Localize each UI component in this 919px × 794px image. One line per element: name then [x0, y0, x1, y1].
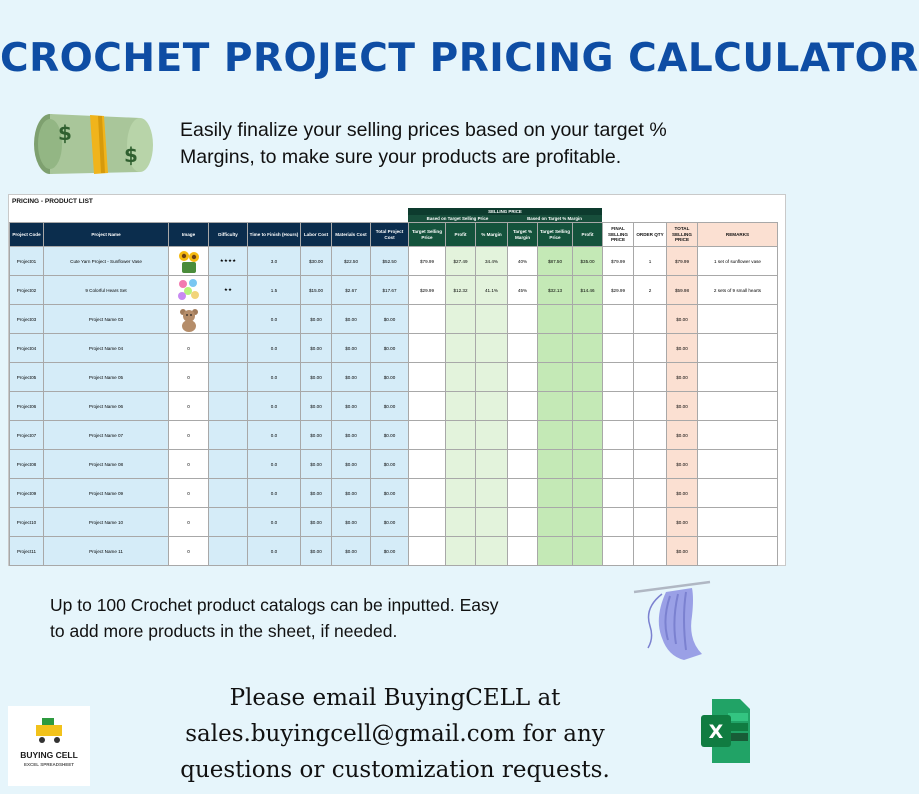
cell-project-code[interactable]: Project03 [10, 305, 44, 334]
cell-margin-profit[interactable] [573, 508, 603, 537]
cell-materials-cost[interactable]: $0.00 [332, 363, 371, 392]
table-header-row [10, 223, 778, 247]
cell-final-price[interactable] [603, 421, 634, 450]
cell-final-price[interactable] [603, 479, 634, 508]
cell-total-selling-price[interactable]: $79.99 [667, 247, 698, 276]
svg-text:$: $ [124, 143, 138, 167]
col-header: FINAL SELLING PRICE [603, 223, 634, 247]
cell-profit[interactable] [446, 450, 476, 479]
col-header: Profit [573, 223, 603, 247]
cell-margin-profit[interactable] [573, 450, 603, 479]
cell-profit[interactable] [446, 363, 476, 392]
cell-total-cost[interactable]: $0.00 [371, 479, 409, 508]
cell-total-cost[interactable]: $0.00 [371, 305, 409, 334]
cell-project-name[interactable]: Project Name 10 [44, 508, 169, 537]
cell-profit[interactable] [446, 334, 476, 363]
cell-labor-cost[interactable]: $0.00 [301, 305, 332, 334]
cell-remarks[interactable]: 2 sets of 9 small hearts [698, 276, 778, 305]
cell-margin[interactable]: 41.1% [476, 276, 508, 305]
cell-target-selling-price[interactable] [409, 392, 446, 421]
cell-time[interactable]: 0.0 [248, 508, 301, 537]
cell-profit[interactable]: $27.49 [446, 247, 476, 276]
knitting-yarn-icon [632, 578, 712, 668]
cell-time[interactable]: 0.0 [248, 334, 301, 363]
cell-remarks[interactable]: 1 set of sunflower vase [698, 247, 778, 276]
cell-project-name[interactable]: Project Name 05 [44, 363, 169, 392]
cell-total-selling-price[interactable]: $0.00 [667, 508, 698, 537]
cell-image[interactable]: 0 [169, 479, 209, 508]
cell-total-cost[interactable]: $17.67 [371, 276, 409, 305]
cell-labor-cost[interactable]: $15.00 [301, 276, 332, 305]
cell-labor-cost[interactable]: $0.00 [301, 334, 332, 363]
email-line-1: Please email BuyingCELL at [229, 685, 561, 711]
col-header: Total Project Cost [371, 223, 409, 247]
target-price-group-header: Based on Target Selling Price [408, 215, 507, 222]
cell-final-price[interactable] [603, 537, 634, 566]
cell-labor-cost[interactable]: $0.00 [301, 392, 332, 421]
cell-remarks[interactable] [698, 392, 778, 421]
cell-target-selling-price[interactable] [409, 508, 446, 537]
cart-icon [32, 716, 66, 744]
cell-difficulty[interactable] [209, 450, 248, 479]
cell-order-qty[interactable] [634, 334, 667, 363]
cell-total-selling-price[interactable]: $0.00 [667, 334, 698, 363]
cell-target-selling-price[interactable] [409, 537, 446, 566]
cell-margin-profit[interactable]: $14.46 [573, 276, 603, 305]
cell-image[interactable]: 0 [169, 537, 209, 566]
table-row[interactable] [10, 450, 778, 479]
cell-difficulty[interactable] [209, 479, 248, 508]
table-row[interactable] [10, 508, 778, 537]
cell-final-price[interactable]: $79.99 [603, 247, 634, 276]
pricing-sheet [8, 194, 786, 566]
excel-icon [700, 697, 752, 767]
cell-margin-selling-price[interactable] [538, 305, 573, 334]
cell-total-cost[interactable]: $0.00 [371, 363, 409, 392]
cell-order-qty[interactable] [634, 537, 667, 566]
cell-time[interactable]: 0.0 [248, 421, 301, 450]
cell-remarks[interactable] [698, 537, 778, 566]
table-body [10, 247, 778, 566]
cell-margin[interactable] [476, 305, 508, 334]
cell-difficulty[interactable] [209, 334, 248, 363]
cell-image[interactable]: 0 [169, 421, 209, 450]
cell-total-selling-price[interactable]: $0.00 [667, 450, 698, 479]
cell-materials-cost[interactable]: $0.00 [332, 392, 371, 421]
cell-labor-cost[interactable]: $0.00 [301, 479, 332, 508]
cell-project-code[interactable]: Project08 [10, 450, 44, 479]
cell-remarks[interactable] [698, 479, 778, 508]
cell-margin-selling-price[interactable]: $32.13 [538, 276, 573, 305]
cell-margin[interactable] [476, 479, 508, 508]
cell-target-selling-price[interactable] [409, 450, 446, 479]
cell-margin-selling-price[interactable] [538, 450, 573, 479]
table-row[interactable] [10, 537, 778, 566]
col-header: Time to Finish (Hours) [248, 223, 301, 247]
cell-final-price[interactable] [603, 508, 634, 537]
cell-order-qty[interactable] [634, 508, 667, 537]
cell-time[interactable]: 0.0 [248, 537, 301, 566]
intro-text [180, 117, 770, 171]
cell-materials-cost[interactable]: $22.50 [332, 247, 371, 276]
cell-image[interactable]: 0 [169, 334, 209, 363]
cell-materials-cost[interactable]: $2.67 [332, 276, 371, 305]
table-row[interactable] [10, 276, 778, 305]
cell-labor-cost[interactable]: $30.00 [301, 247, 332, 276]
cell-image[interactable]: 0 [169, 450, 209, 479]
table-row[interactable] [10, 334, 778, 363]
cell-image[interactable] [169, 247, 209, 276]
cell-time[interactable]: 0.0 [248, 363, 301, 392]
cell-total-selling-price[interactable]: $0.00 [667, 537, 698, 566]
table-row[interactable] [10, 421, 778, 450]
cell-target-selling-price[interactable]: $29.99 [409, 276, 446, 305]
col-header: REMARKS [698, 223, 778, 247]
cell-difficulty[interactable] [209, 537, 248, 566]
cell-labor-cost[interactable]: $0.00 [301, 421, 332, 450]
money-roll-icon [28, 104, 158, 184]
selling-price-group-header: SELLING PRICE [408, 208, 602, 215]
cell-order-qty[interactable]: 2 [634, 276, 667, 305]
cell-difficulty[interactable]: ★★ [209, 276, 248, 305]
table-row[interactable] [10, 305, 778, 334]
cell-project-code[interactable]: Project09 [10, 479, 44, 508]
catalog-line-1: Up to 100 Crochet product catalogs can be inputted. Easy [50, 595, 499, 615]
pricing-table [9, 222, 778, 566]
cell-target-margin[interactable] [508, 537, 538, 566]
catalog-text [50, 592, 610, 644]
cell-remarks[interactable] [698, 421, 778, 450]
cell-time[interactable]: 0.0 [248, 305, 301, 334]
cell-labor-cost[interactable]: $0.00 [301, 508, 332, 537]
email-line-3: questions or customization requests. [180, 757, 610, 783]
col-header: Project Code [10, 223, 44, 247]
cell-margin[interactable] [476, 334, 508, 363]
cell-materials-cost[interactable]: $0.00 [332, 421, 371, 450]
cell-order-qty[interactable] [634, 421, 667, 450]
cell-remarks[interactable] [698, 305, 778, 334]
cell-image[interactable]: 0 [169, 363, 209, 392]
cell-labor-cost[interactable]: $0.00 [301, 537, 332, 566]
cell-project-name[interactable]: Project Name 09 [44, 479, 169, 508]
cell-remarks[interactable] [698, 450, 778, 479]
table-row[interactable] [10, 392, 778, 421]
cell-profit[interactable] [446, 392, 476, 421]
cell-margin-profit[interactable] [573, 305, 603, 334]
cell-margin[interactable] [476, 537, 508, 566]
cell-margin[interactable] [476, 392, 508, 421]
cell-target-margin[interactable] [508, 363, 538, 392]
col-header: Difficulty [209, 223, 248, 247]
table-row[interactable] [10, 363, 778, 392]
cell-total-cost[interactable]: $0.00 [371, 421, 409, 450]
cell-final-price[interactable] [603, 363, 634, 392]
cell-difficulty[interactable]: ★★★★ [209, 247, 248, 276]
cell-final-price[interactable] [603, 305, 634, 334]
col-header: Labor Cost [301, 223, 332, 247]
cell-target-margin[interactable] [508, 479, 538, 508]
cell-target-margin[interactable] [508, 508, 538, 537]
cell-time[interactable]: 0.0 [248, 450, 301, 479]
buyingcell-logo [8, 706, 90, 786]
cell-remarks[interactable] [698, 363, 778, 392]
cell-total-selling-price[interactable]: $0.00 [667, 421, 698, 450]
cell-final-price[interactable] [603, 450, 634, 479]
cell-materials-cost[interactable]: $0.00 [332, 450, 371, 479]
cell-profit[interactable] [446, 479, 476, 508]
cell-total-cost[interactable]: $0.00 [371, 450, 409, 479]
cell-difficulty[interactable] [209, 508, 248, 537]
intro-line-2: Margins, to make sure your products are profitable. [180, 146, 622, 168]
cell-margin-profit[interactable] [573, 479, 603, 508]
cell-project-name[interactable]: Project Name 06 [44, 392, 169, 421]
cell-time[interactable]: 0.0 [248, 392, 301, 421]
cell-image[interactable] [169, 276, 209, 305]
cell-target-selling-price[interactable] [409, 305, 446, 334]
col-header: TOTAL SELLING PRICE [667, 223, 698, 247]
cell-margin-profit[interactable] [573, 392, 603, 421]
cell-total-cost[interactable]: $0.00 [371, 334, 409, 363]
cell-margin-selling-price[interactable] [538, 421, 573, 450]
cell-margin[interactable] [476, 508, 508, 537]
cell-project-name[interactable]: Project Name 03 [44, 305, 169, 334]
cell-margin-profit[interactable] [573, 537, 603, 566]
cell-target-margin[interactable] [508, 392, 538, 421]
cell-remarks[interactable] [698, 508, 778, 537]
cell-total-cost[interactable]: $0.00 [371, 508, 409, 537]
cell-project-code[interactable]: Project10 [10, 508, 44, 537]
cell-margin[interactable] [476, 450, 508, 479]
cell-project-code[interactable]: Project01 [10, 247, 44, 276]
cell-margin[interactable] [476, 421, 508, 450]
cell-profit[interactable] [446, 508, 476, 537]
col-header: Materials Cost [332, 223, 371, 247]
cell-order-qty[interactable] [634, 450, 667, 479]
table-row[interactable] [10, 247, 778, 276]
cell-image[interactable] [169, 305, 209, 334]
cell-total-selling-price[interactable]: $0.00 [667, 305, 698, 334]
cell-margin[interactable] [476, 363, 508, 392]
cell-difficulty[interactable] [209, 421, 248, 450]
cell-margin[interactable]: 34.4% [476, 247, 508, 276]
logo-tagline: EXCEL SPREADSHEET [24, 762, 74, 767]
cell-materials-cost[interactable]: $0.00 [332, 479, 371, 508]
cell-final-price[interactable] [603, 334, 634, 363]
cell-remarks[interactable] [698, 334, 778, 363]
cell-margin-selling-price[interactable] [538, 537, 573, 566]
cell-profit[interactable]: $12.32 [446, 276, 476, 305]
page-title: CROCHET PROJECT PRICING CALCULATOR [0, 36, 919, 81]
cell-materials-cost[interactable]: $0.00 [332, 334, 371, 363]
cell-profit[interactable] [446, 421, 476, 450]
col-header: Project Name [44, 223, 169, 247]
cell-target-margin[interactable]: 40% [508, 247, 538, 276]
col-header: Target Selling Price [409, 223, 446, 247]
cell-target-margin[interactable]: 45% [508, 276, 538, 305]
intro-line-1: Easily finalize your selling prices based on your target % [180, 119, 667, 141]
cell-total-cost[interactable]: $0.00 [371, 537, 409, 566]
cell-project-code[interactable]: Project05 [10, 363, 44, 392]
cell-total-selling-price[interactable]: $0.00 [667, 363, 698, 392]
cell-project-name[interactable]: Project Name 08 [44, 450, 169, 479]
cell-project-code[interactable]: Project04 [10, 334, 44, 363]
cell-margin-selling-price[interactable] [538, 508, 573, 537]
cell-difficulty[interactable] [209, 305, 248, 334]
svg-text:$: $ [58, 121, 72, 145]
cell-margin-profit[interactable] [573, 334, 603, 363]
cell-order-qty[interactable] [634, 479, 667, 508]
cell-final-price[interactable] [603, 392, 634, 421]
cell-project-code[interactable]: Project11 [10, 537, 44, 566]
cell-order-qty[interactable] [634, 363, 667, 392]
cell-margin-profit[interactable] [573, 421, 603, 450]
cell-project-name[interactable]: Project Name 07 [44, 421, 169, 450]
cell-target-margin[interactable] [508, 305, 538, 334]
cell-margin-selling-price[interactable] [538, 392, 573, 421]
cell-order-qty[interactable] [634, 392, 667, 421]
cell-image[interactable]: 0 [169, 508, 209, 537]
cell-profit[interactable] [446, 305, 476, 334]
cell-profit[interactable] [446, 537, 476, 566]
cell-target-margin[interactable] [508, 334, 538, 363]
cell-materials-cost[interactable]: $0.00 [332, 508, 371, 537]
cell-target-selling-price[interactable] [409, 334, 446, 363]
email-text [150, 680, 640, 788]
excel-icon-letter: X [708, 721, 724, 743]
cell-target-selling-price[interactable] [409, 421, 446, 450]
cell-labor-cost[interactable]: $0.00 [301, 363, 332, 392]
cell-final-price[interactable]: $29.99 [603, 276, 634, 305]
cell-project-name[interactable]: Cute Yarn Project - Sunflower Vase [44, 247, 169, 276]
cell-project-code[interactable]: Project02 [10, 276, 44, 305]
cell-target-selling-price[interactable]: $79.99 [409, 247, 446, 276]
col-header: % Margin [476, 223, 508, 247]
target-margin-group-header: Based on Target % Margin [507, 215, 602, 222]
cell-order-qty[interactable] [634, 305, 667, 334]
logo-brand: BUYING CELL [20, 750, 78, 760]
cell-margin-profit[interactable]: $35.00 [573, 247, 603, 276]
cell-target-selling-price[interactable] [409, 479, 446, 508]
cell-target-selling-price[interactable] [409, 363, 446, 392]
cell-project-code[interactable]: Project07 [10, 421, 44, 450]
catalog-line-2: to add more products in the sheet, if needed. [50, 621, 398, 641]
cell-total-selling-price[interactable]: $0.00 [667, 479, 698, 508]
cell-order-qty[interactable]: 1 [634, 247, 667, 276]
cell-difficulty[interactable] [209, 392, 248, 421]
cell-labor-cost[interactable]: $0.00 [301, 450, 332, 479]
col-header: Target % Margin [508, 223, 538, 247]
cell-image[interactable]: 0 [169, 392, 209, 421]
cell-difficulty[interactable] [209, 363, 248, 392]
col-header: Image [169, 223, 209, 247]
cell-time[interactable]: 0.0 [248, 479, 301, 508]
cell-total-selling-price[interactable]: $0.00 [667, 392, 698, 421]
cell-margin-selling-price[interactable]: $87.50 [538, 247, 573, 276]
sheet-title: PRICING - PRODUCT LIST [12, 198, 93, 205]
cell-margin-selling-price[interactable] [538, 479, 573, 508]
col-header: Profit [446, 223, 476, 247]
cell-target-margin[interactable] [508, 421, 538, 450]
cell-margin-selling-price[interactable] [538, 334, 573, 363]
cell-total-cost[interactable]: $52.50 [371, 247, 409, 276]
cell-project-name[interactable]: 9 Colorful Hears Set [44, 276, 169, 305]
cell-project-name[interactable]: Project Name 11 [44, 537, 169, 566]
table-row[interactable] [10, 479, 778, 508]
cell-total-cost[interactable]: $0.00 [371, 392, 409, 421]
cell-margin-selling-price[interactable] [538, 363, 573, 392]
cell-total-selling-price[interactable]: $59.98 [667, 276, 698, 305]
cell-time[interactable]: 3.0 [248, 247, 301, 276]
cell-materials-cost[interactable]: $0.00 [332, 537, 371, 566]
cell-margin-profit[interactable] [573, 363, 603, 392]
cell-materials-cost[interactable]: $0.00 [332, 305, 371, 334]
cell-time[interactable]: 1.5 [248, 276, 301, 305]
col-header: Target Selling Price [538, 223, 573, 247]
cell-target-margin[interactable] [508, 450, 538, 479]
cell-project-code[interactable]: Project06 [10, 392, 44, 421]
email-line-2: sales.buyingcell@gmail.com for any [185, 721, 605, 747]
col-header: ORDER QTY [634, 223, 667, 247]
cell-project-name[interactable]: Project Name 04 [44, 334, 169, 363]
